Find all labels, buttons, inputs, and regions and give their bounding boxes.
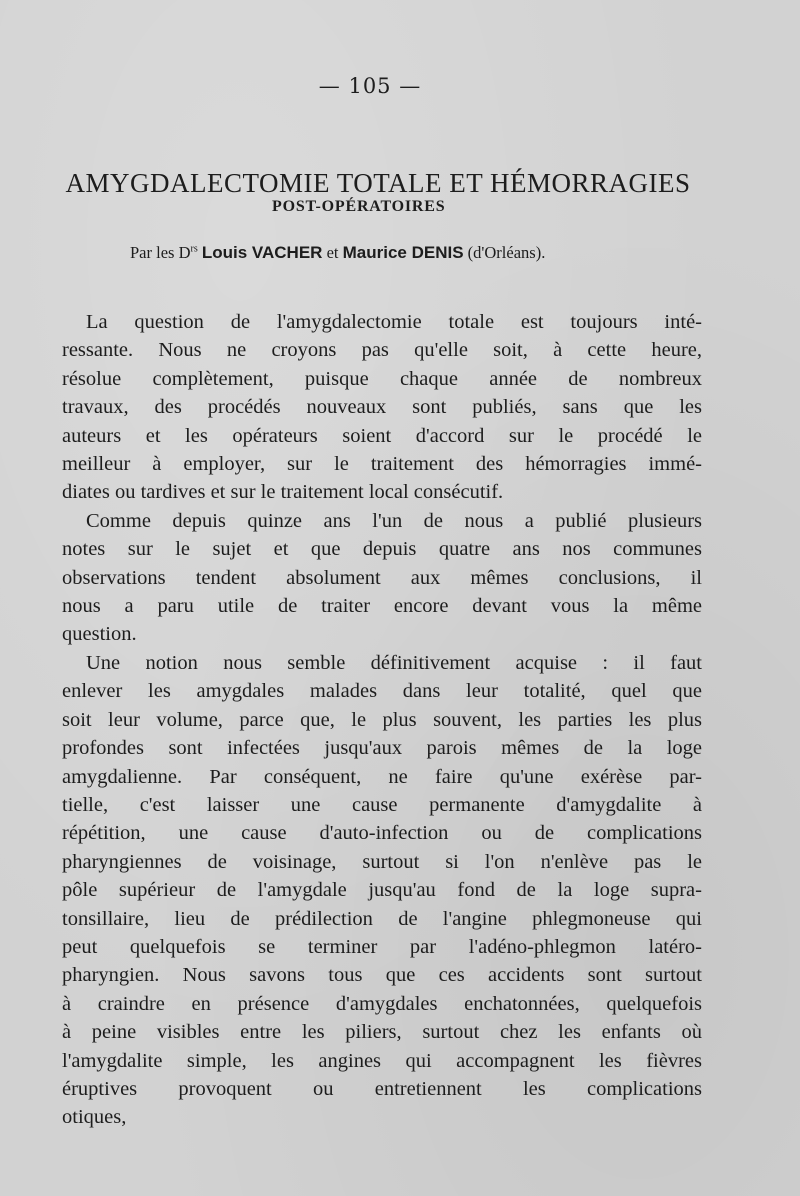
text-line: tielle, c'est laisser une cause permanente d'amygdalite à — [62, 793, 702, 816]
byline-prefix: Par les D — [130, 243, 191, 262]
paragraph-3 — [62, 649, 702, 1132]
text-line: peut quelquefois se terminer par l'adéno-phlegmon latéro- — [62, 935, 702, 958]
text-line: résolue complètement, puisque chaque année de nombreux — [62, 367, 702, 390]
paragraph-1 — [62, 308, 702, 507]
text-line: à peine visibles entre les piliers, surtout chez les enfants où — [62, 1021, 702, 1044]
text-line: Comme depuis quinze ans l'un de nous a publié plusieurs — [86, 509, 702, 532]
article-title: AMYGDALECTOMIE TOTALE ET HÉMORRAGIES — [65, 168, 691, 199]
text-line: meilleur à employer, sur le traitement des hémorragies immé- — [62, 453, 702, 476]
article-subtitle: POST-OPÉRATOIRES — [272, 198, 446, 215]
byline-location: (d'Orléans). — [463, 243, 546, 262]
text-line: notes sur le sujet et que depuis quatre ans nos communes — [62, 538, 702, 561]
byline-conjunction: et — [322, 243, 343, 262]
text-line: répétition, une cause d'auto-infection ou de complications — [62, 822, 702, 845]
text-line: l'amygdalite simple, les angines qui accompagnent les fièvres — [62, 1049, 702, 1072]
text-line: La question de l'amygdalectomie totale est toujours inté- — [86, 311, 702, 333]
author-2: Maurice DENIS — [342, 243, 464, 262]
text-line: question. — [62, 623, 137, 646]
text-line: diates ou tardives et sur le traitement local consécutif. — [62, 481, 504, 504]
author-1: Louis VACHER — [201, 243, 323, 262]
byline-prefix-sup: rs — [190, 243, 198, 255]
byline — [130, 243, 630, 263]
body-text — [62, 308, 702, 1132]
text-line: éruptives provoquent ou entretiennent les complications — [62, 1077, 702, 1100]
text-line: observations tendent absolument aux mêmes conclusions, il — [62, 566, 702, 589]
text-line: soit leur volume, parce que, le plus souvent, les parties les plus — [62, 708, 702, 731]
text-line: à craindre en présence d'amygdales enchatonnées, quelquefois — [62, 992, 702, 1015]
text-line: tonsillaire, lieu de prédilection de l'angine phlegmoneuse qui — [62, 907, 702, 930]
text-line: profondes sont infectées jusqu'aux parois mêmes de la loge — [62, 737, 702, 760]
text-line: amygdalienne. Par conséquent, ne faire qu'une exérèse par- — [62, 765, 702, 788]
text-line: otiques, — [62, 1106, 127, 1129]
text-line: pôle supérieur de l'amygdale jusqu'au fond de la loge supra- — [62, 879, 702, 902]
text-line: enlever les amygdales malades dans leur totalité, quel que — [62, 680, 702, 703]
text-line: Une notion nous semble définitivement acquise : il faut — [86, 651, 702, 674]
text-line: ressante. Nous ne croyons pas qu'elle soit, à cette heure, — [62, 339, 702, 362]
text-line: pharyngiennes de voisinage, surtout si l'on n'enlève pas le — [62, 850, 702, 873]
paragraph-2 — [62, 507, 702, 649]
text-line: pharyngien. Nous savons tous que ces accidents sont surtout — [62, 964, 702, 987]
page-number: — 105 — — [318, 74, 422, 98]
text-line: travaux, des procédés nouveaux sont publiés, sans que les — [62, 396, 702, 419]
text-line: nous a paru utile de traiter encore devant vous la même — [62, 595, 702, 618]
text-line: auteurs et les opérateurs soient d'accord sur le procédé le — [62, 424, 702, 447]
